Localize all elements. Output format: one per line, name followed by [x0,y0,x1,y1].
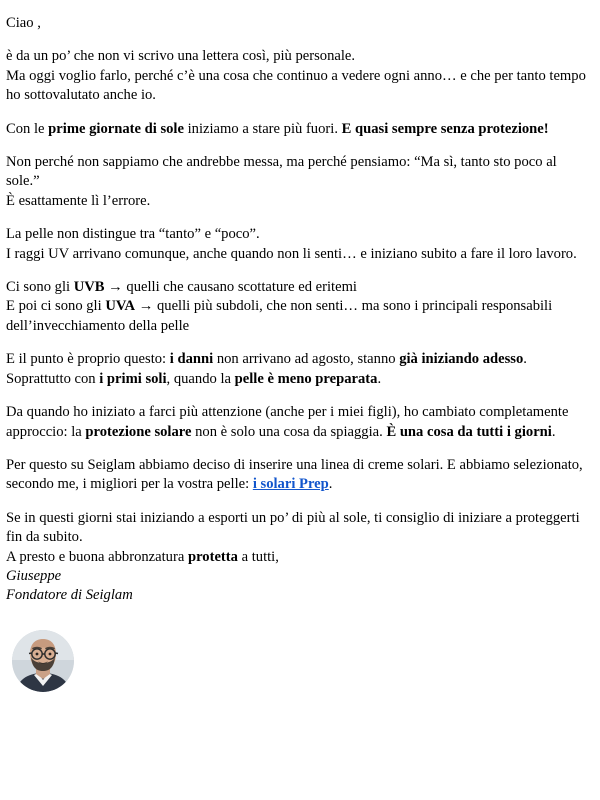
body-text: È esattamente lì l’errore. [6,192,151,209]
body-text: → quelli che causano scottature ed eritemi [104,279,357,296]
paragraph-closing [6,509,590,567]
paragraph-intro [6,47,590,105]
solari-prep-link[interactable]: i solari Prep [252,476,329,493]
body-text: . [377,370,382,387]
emphasis-text: È una cosa da tutti i giorni [386,423,552,440]
emphasis-text: pelle è meno preparata [234,370,378,387]
body-text: Se in questi giorni stai iniziando a esporti un po’ di più al sole, ti consiglio di iniziare a proteggerti fin da subito. [6,509,580,546]
avatar-container [6,630,590,692]
emphasis-text: UVA [105,298,136,315]
signature-role: Fondatore di Seiglam [6,587,133,604]
paragraph-skin [6,225,590,264]
body-text: A presto e buona abbronzatura [6,548,188,565]
greeting-line: Ciao , [6,15,41,31]
body-text: è da un po’ che non vi scrivo una lettera così, più personale. [6,48,356,65]
paragraph-damage [6,350,590,389]
paragraph-excuse [6,153,590,211]
body-text: . [523,351,527,368]
body-text: Ci sono gli [6,279,74,296]
body-text: Da quando ho iniziato a farci più attenzione (anche per i miei figli), ho cambiato completamente approccio: la [6,404,569,440]
avatar-photo-icon [12,630,74,692]
body-text: , quando la [166,370,235,387]
emphasis-text: protezione solare [85,423,192,440]
body-text: E il punto è proprio questo: [6,351,170,368]
body-text: non è solo una cosa da spiaggia. [191,423,387,440]
emphasis-text: prime giornate di sole [48,120,184,137]
emphasis-text: già iniziando adesso [399,351,524,368]
paragraph-approach [6,403,590,442]
body-text: La pelle non distingue tra “tanto” e “poco”. [6,226,260,243]
emphasis-text: UVB [73,279,105,296]
emphasis-text: i danni [169,351,214,368]
body-text: . [551,423,556,440]
emphasis-text: protetta [187,548,238,565]
body-text: Con le [6,120,49,137]
body-text: . [328,476,333,493]
emphasis-text: E quasi sempre senza protezione! [341,120,549,137]
avatar [12,630,74,692]
body-text: Ma oggi voglio farlo, perché c’è una cosa che continuo a vedere ogni anno… e che per tanto tempo ho sottovalutato anche io. [6,67,586,104]
signature-name: Giuseppe [6,567,62,584]
body-text: non arrivano ad agosto, stanno [213,351,400,368]
body-text: E poi ci sono gli [6,298,106,315]
emphasis-text: i primi soli [99,370,167,387]
paragraph-first-sun [6,120,590,139]
paragraph-product [6,456,590,495]
body-text: → quelli più subdoli, che non senti… ma sono i principali responsabili dell’invecchiamento della pelle [6,298,553,334]
body-text: Soprattutto con [6,370,100,387]
body-text: Non perché non sappiamo che andrebbe messa, ma perché pensiamo: “Ma sì, tanto sto poco al sole.” [6,154,557,190]
body-text: I raggi UV arrivano comunque, anche quando non li senti… e iniziano subito a fare il loro lavoro. [6,245,577,262]
body-text: Per questo su Seiglam abbiamo deciso di inserire una linea di creme solari. E abbiamo selezionato, secondo me, i migliori per la vostra pelle: [6,456,583,493]
body-text: a tutti, [237,548,279,565]
paragraph-uv [6,278,590,336]
body-text: iniziamo a stare più fuori. [183,120,342,137]
